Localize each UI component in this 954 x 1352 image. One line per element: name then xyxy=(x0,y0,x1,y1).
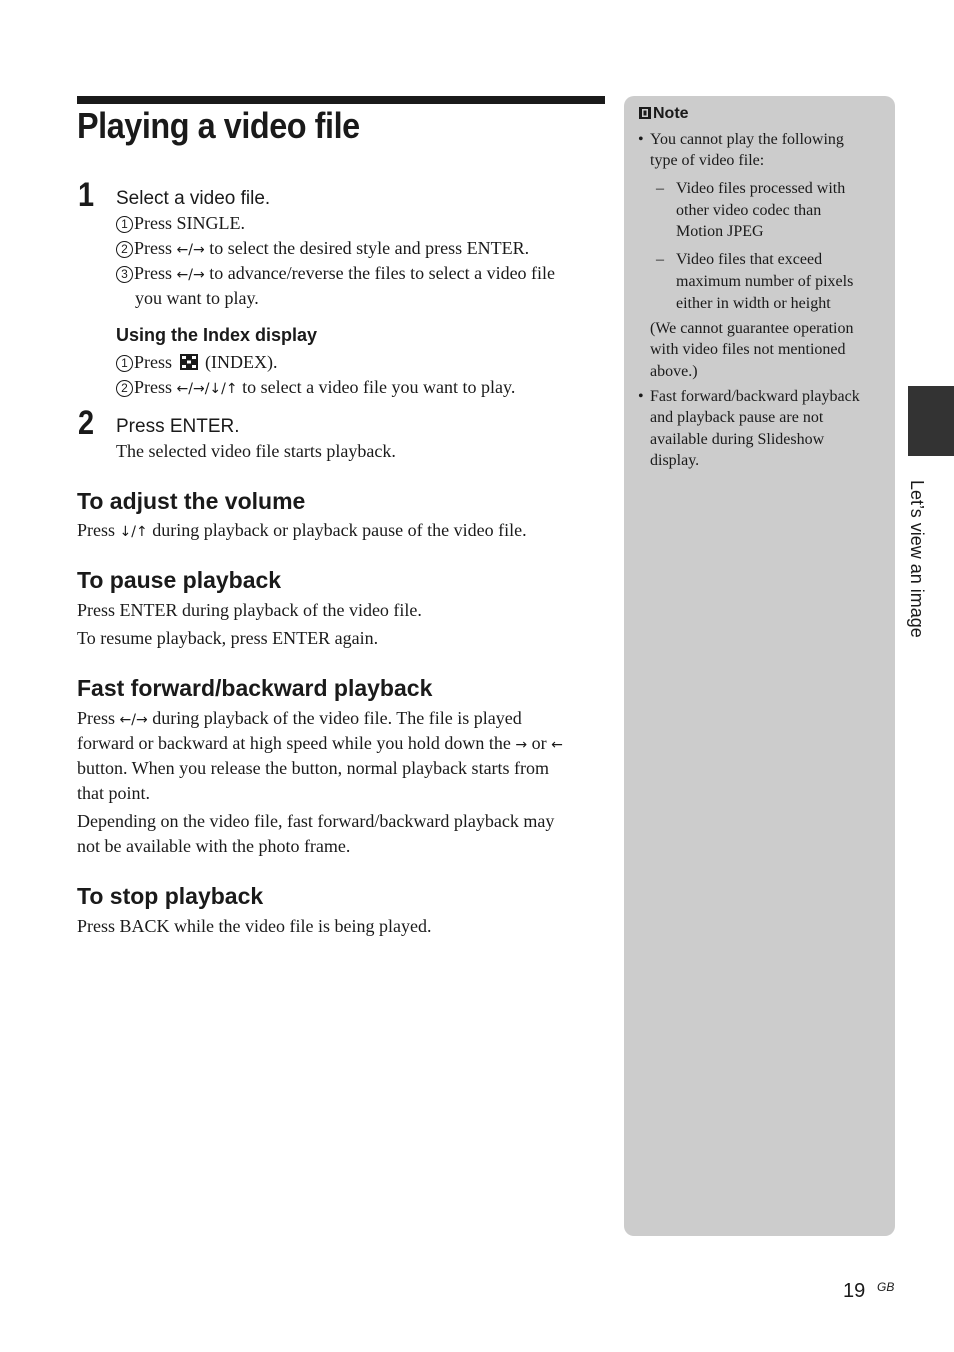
fast-line-1-after: during playback of the video file. The file is played xyxy=(147,708,522,728)
section-tab-marker xyxy=(908,386,954,456)
index-item-2 xyxy=(116,375,515,402)
pause-line-1: Press ENTER during playback of the video file. xyxy=(77,600,422,620)
pause-heading: To pause playback xyxy=(77,567,282,593)
note-bullet-2-line-3: available during Slideshow xyxy=(650,431,825,448)
note-sub-1-line-3: Motion JPEG xyxy=(676,223,764,240)
fast-line-4: that point. xyxy=(77,783,150,803)
four-way-arrows-icon: ←/→/↓/↑ xyxy=(176,381,238,397)
note-icon xyxy=(639,107,651,119)
step-2-text: The selected video file starts playback. xyxy=(116,441,396,461)
left-arrow-icon: ← xyxy=(551,737,563,753)
volume-heading: To adjust the volume xyxy=(77,488,306,514)
volume-text-after: during playback or playback pause of the video file. xyxy=(147,520,527,540)
left-right-arrows-icon: ←/→ xyxy=(176,267,205,283)
volume-text xyxy=(77,518,527,545)
note-sub-2-line-1: Video files that exceed xyxy=(676,251,823,268)
fast-line-5: Depending on the video file, fast forward/backward playback may xyxy=(77,811,555,831)
fast-line-1 xyxy=(77,706,522,733)
note-paren-line-1: (We cannot guarantee operation xyxy=(650,320,854,337)
step-1-item-1 xyxy=(116,211,245,236)
stop-text: Press BACK while the video file is being played. xyxy=(77,916,432,936)
step-1-item-2 xyxy=(116,236,529,263)
right-arrow-icon: → xyxy=(515,737,528,753)
note-sub-2-line-3: either in width or height xyxy=(676,295,831,312)
volume-text-before: Press xyxy=(77,520,120,540)
index-item-2-after: to select a video file you want to play. xyxy=(237,377,516,397)
step-1-item-3-before: Press xyxy=(134,263,177,283)
stop-heading: To stop playback xyxy=(77,883,264,909)
fast-line-2 xyxy=(77,731,563,758)
step-1-item-3-continued: you want to play. xyxy=(135,288,259,308)
page-language-suffix: GB xyxy=(877,1280,895,1294)
step-2-number: 2 xyxy=(78,404,95,442)
left-right-arrows-icon: ←/→ xyxy=(119,712,148,728)
down-up-arrows-icon: ↓/↑ xyxy=(119,524,148,540)
circled-2-marker: 2 xyxy=(116,380,133,397)
index-item-1-after: (INDEX). xyxy=(200,352,278,372)
index-grid-icon xyxy=(180,354,198,370)
index-item-1-before: Press xyxy=(134,352,177,372)
dash-icon: – xyxy=(656,180,664,197)
bullet-icon: • xyxy=(638,131,644,148)
fast-line-6: not be available with the photo frame. xyxy=(77,836,351,856)
note-heading-text: Note xyxy=(653,105,689,122)
circled-3-marker: 3 xyxy=(116,266,133,283)
step-1-item-2-after: to select the desired style and press ENTER. xyxy=(204,238,530,258)
note-paren-line-2: with video files not mentioned xyxy=(650,341,846,358)
page-title: Playing a video file xyxy=(77,105,360,146)
circled-1-marker: 1 xyxy=(116,355,133,372)
title-rule xyxy=(77,96,605,104)
step-2-heading: Press ENTER. xyxy=(116,416,240,437)
note-bullet-2-line-4: display. xyxy=(650,452,700,469)
section-side-label: Let’s view an image xyxy=(907,480,927,638)
circled-2-marker: 2 xyxy=(116,241,133,258)
index-item-1 xyxy=(116,350,278,375)
note-bullet-2-line-1: Fast forward/backward playback xyxy=(650,388,860,405)
bullet-icon: • xyxy=(638,388,644,405)
pause-line-2: To resume playback, press ENTER again. xyxy=(77,628,379,648)
fast-heading: Fast forward/backward playback xyxy=(77,675,433,701)
step-1-item-3 xyxy=(116,261,555,288)
fast-line-2-before: forward or backward at high speed while you hold down the xyxy=(77,733,516,753)
step-1-item-1-text: Press SINGLE. xyxy=(134,213,245,233)
fast-line-1-before: Press xyxy=(77,708,120,728)
note-paren-line-3: above.) xyxy=(650,363,698,380)
note-sub-1-line-2: other video codec than xyxy=(676,202,822,219)
index-item-2-before: Press xyxy=(134,377,177,397)
note-sub-1-line-1: Video files processed with xyxy=(676,180,846,197)
note-sub-2-line-2: maximum number of pixels xyxy=(676,273,854,290)
page-number: 19 xyxy=(843,1280,866,1302)
fast-line-3: button. When you release the button, normal playback starts from xyxy=(77,758,550,778)
step-1-item-2-before: Press xyxy=(134,238,177,258)
fast-line-2-mid: or xyxy=(527,733,552,753)
note-bullet-1-line-1: You cannot play the following xyxy=(650,131,844,148)
circled-1-marker: 1 xyxy=(116,216,133,233)
step-1-heading: Select a video file. xyxy=(116,188,271,209)
note-heading xyxy=(639,103,689,125)
note-bullet-1-line-2: type of video file: xyxy=(650,152,765,169)
step-1-item-3-after: to advance/reverse the files to select a video file xyxy=(204,263,556,283)
step-1-number: 1 xyxy=(78,176,95,214)
dash-icon: – xyxy=(656,251,664,268)
note-bullet-2-line-2: and playback pause are not xyxy=(650,409,824,426)
left-right-arrows-icon: ←/→ xyxy=(176,242,205,258)
index-display-heading: Using the Index display xyxy=(116,325,318,345)
